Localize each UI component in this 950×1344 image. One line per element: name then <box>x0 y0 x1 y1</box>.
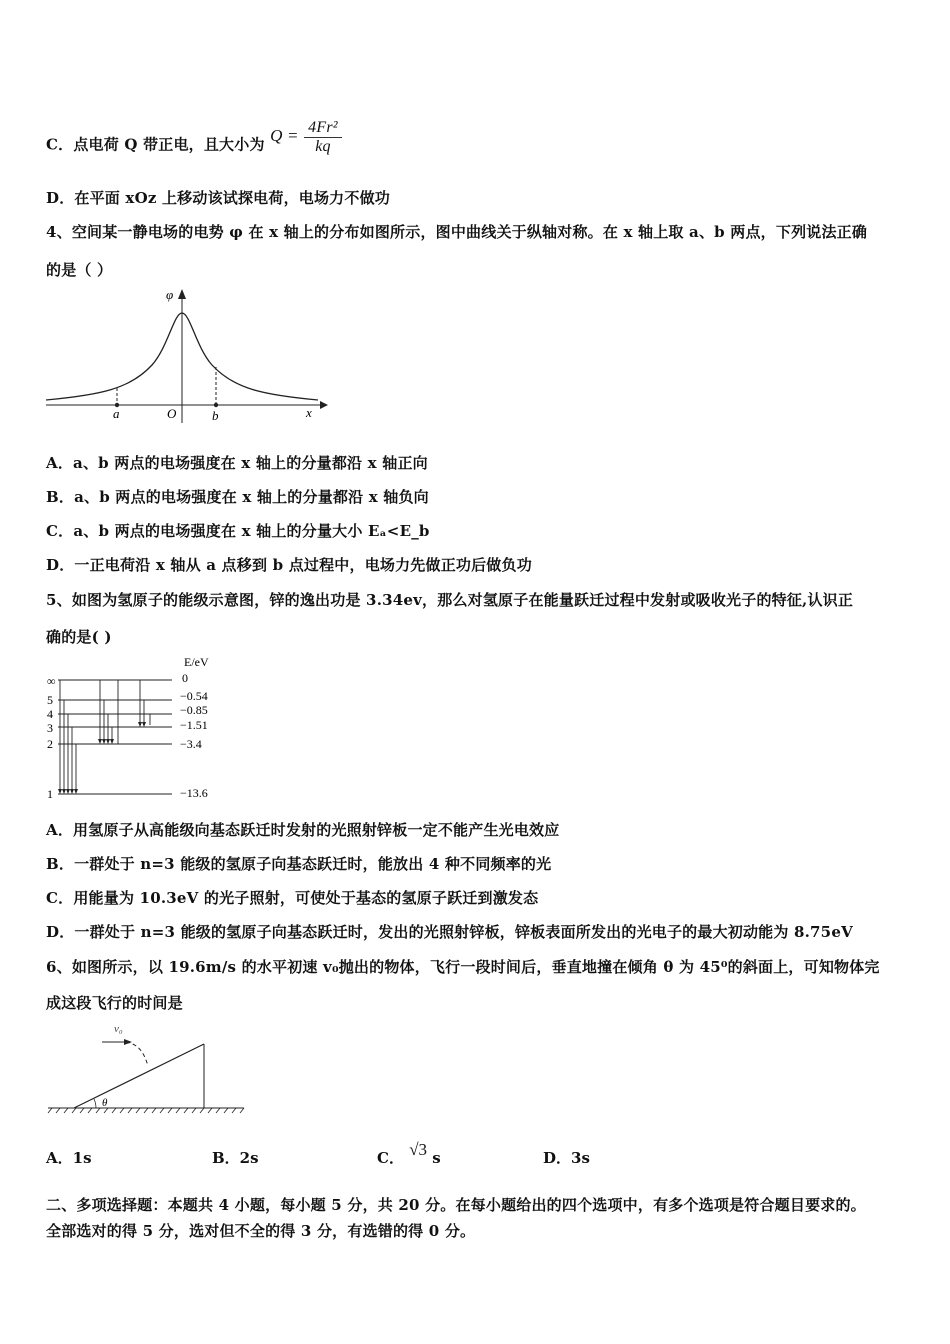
q3-option-d: D．在平面 xOz 上移动该试探电荷，电场力不做功 <box>46 189 390 207</box>
q3-formula-lhs: Q = <box>270 125 299 145</box>
q4-potential-figure <box>40 285 330 425</box>
q4-point-b <box>214 403 218 407</box>
q3-option-c <box>46 119 342 164</box>
q3-formula-fraction <box>304 119 342 156</box>
level-e-1: −13.6 <box>180 786 208 800</box>
q5-energy-level-diagram <box>44 654 244 804</box>
q6-option-a: A．1s <box>46 1149 92 1167</box>
q6-option-b: B．2s <box>212 1149 259 1167</box>
q3-formula-numerator: 4Fr² <box>304 119 342 138</box>
trajectory-dashed <box>126 1042 148 1066</box>
q4-stem-line2: 的是（ ） <box>46 261 113 279</box>
level-n-4: 4 <box>47 707 53 721</box>
q5-unit-label: E/eV <box>184 655 209 669</box>
level-e-3: −1.51 <box>180 718 208 732</box>
section2-line1: 二、多项选择题：本题共 4 小题，每小题 5 分，共 20 分。在每小题给出的四个选项中，有多个选项是符合题目要求的。 <box>46 1196 866 1214</box>
transitions-ground-arrow-icons <box>58 789 78 794</box>
q4-y-arrow-icon <box>178 289 186 299</box>
level-n-5: 5 <box>47 693 53 707</box>
q5-stem-line1: 5、如图为氢原子的能级示意图，锌的逸出功是 3.34ev，那么对氢原子在能量跃迁过程中发射或吸收光子的特征,认识正 <box>46 591 854 609</box>
q6-incline-figure <box>44 1020 254 1115</box>
level-e-inf: 0 <box>182 671 188 685</box>
q5-option-c: C．用能量为 10.3eV 的光子照射，可使处于基态的氢原子跃迁到激发态 <box>46 889 539 907</box>
level-n-2: 2 <box>47 737 53 751</box>
q5-option-b: B．一群处于 n=3 能级的氢原子向基态跃迁时，能放出 4 种不同频率的光 <box>46 855 552 873</box>
level-e-2: −3.4 <box>180 737 202 751</box>
q4-y-label: φ <box>166 287 174 302</box>
transitions-n3-arrow-icons <box>138 722 146 727</box>
velocity-label: v₀ <box>114 1023 123 1035</box>
q5-option-d: D．一群处于 n=3 能级的氢原子向基态跃迁时，发出的光照射锌板，锌板表面所发出的光电子的最大初动能为 8.75eV <box>46 923 853 941</box>
q4-option-b: B．a、b 两点的电场强度在 x 轴上的分量都沿 x 轴负向 <box>46 488 429 506</box>
q5-stem-line2: 确的是( ) <box>46 628 112 646</box>
q4-option-d: D．一正电荷沿 x 轴从 a 点移到 b 点过程中，电场力先做正功后做负功 <box>46 556 532 574</box>
transitions-n2-arrow-icons <box>98 739 114 744</box>
transitions-to-ground <box>60 680 76 792</box>
incline-surface <box>74 1044 204 1108</box>
section2-line2: 全部选对的得 5 分，选对但不全的得 3 分，有选错的得 0 分。 <box>46 1222 476 1240</box>
q4-b-label: b <box>212 408 219 423</box>
q6-option-c-unit: s <box>432 1149 441 1167</box>
q3-formula-denominator: kq <box>315 138 331 155</box>
ground-hatching <box>48 1108 244 1113</box>
q6-stem-line2: 成这段飞行的时间是 <box>46 994 183 1012</box>
q4-x-arrow-icon <box>320 401 328 409</box>
q4-x-label: x <box>306 405 312 420</box>
level-n-3: 3 <box>47 721 53 735</box>
q4-option-a: A．a、b 两点的电场强度在 x 轴上的分量都沿 x 轴正向 <box>46 454 428 472</box>
level-n-1: 1 <box>47 787 53 801</box>
level-e-4: −0.85 <box>180 703 208 717</box>
theta-label: θ <box>102 1097 108 1109</box>
transitions-to-n3 <box>140 680 150 725</box>
q6-option-c <box>377 1140 441 1168</box>
q5-option-a: A．用氢原子从高能级向基态跃迁时发射的光照射锌板一定不能产生光电效应 <box>46 821 560 839</box>
q4-stem-line1: 4、空间某一静电场的电势 φ 在 x 轴上的分布如图所示，图中曲线关于纵轴对称。在 x 轴上取 a、b 两点，下列说法正确 <box>46 223 868 241</box>
q4-option-c: C．a、b 两点的电场强度在 x 轴上的分量大小 Eₐ<E_b <box>46 522 430 540</box>
level-n-inf: ∞ <box>47 674 56 688</box>
q6-option-c-sqrt: √3 <box>409 1140 428 1159</box>
q6-stem-line1: 6、如图所示，以 19.6m/s 的水平初速 v₀抛出的物体，飞行一段时间后，垂直地撞在倾角 θ 为 45⁰的斜面上，可知物体完 <box>46 958 880 976</box>
q4-a-label: a <box>113 406 120 421</box>
q3-option-c-text: C．点电荷 Q 带正电，且大小为 <box>46 135 265 154</box>
level-e-5: −0.54 <box>180 689 208 703</box>
q6-option-d: D．3s <box>543 1149 590 1167</box>
q6-option-c-prefix: C． <box>377 1149 404 1167</box>
q4-o-label: O <box>167 406 177 421</box>
transitions-to-n2 <box>100 680 118 744</box>
theta-arc <box>94 1099 96 1108</box>
